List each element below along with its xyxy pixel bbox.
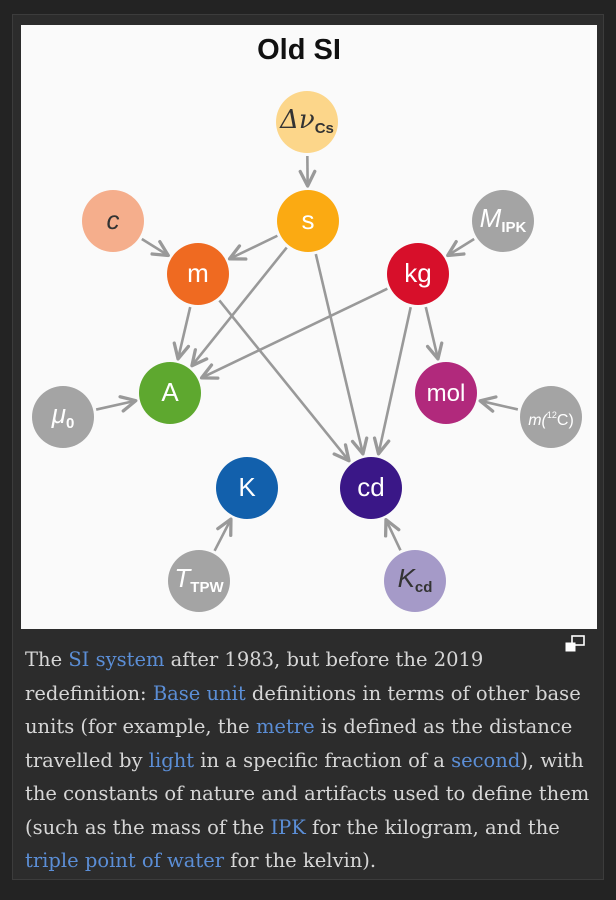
node-label-c: c (106, 205, 120, 235)
node-Kcd (384, 550, 446, 612)
node-label-s: s (301, 205, 315, 235)
node-label-kg: kg (404, 258, 432, 288)
caption-text: definitions in terms of other base units (for example, the (25, 681, 581, 738)
node-label-A: A (161, 377, 179, 407)
node-m12C (520, 386, 582, 448)
metre-link[interactable]: metre (255, 715, 315, 738)
light-link[interactable]: light (148, 748, 195, 772)
caption-text: in a specific fraction of a (194, 748, 452, 772)
node-kg (387, 243, 449, 305)
edge-s-to-m (230, 236, 278, 259)
si-diagram (21, 25, 597, 629)
node-m (167, 243, 229, 305)
edge-MIPK-to-kg (448, 239, 474, 255)
node-A (139, 362, 201, 424)
edge-m12C-to-mol (480, 401, 518, 410)
node-label-mu0: μ0 (51, 399, 75, 432)
node-MIPK (472, 190, 534, 252)
edge-kg-to-A (202, 289, 388, 378)
node-label-Kcd: Kcd (397, 563, 433, 596)
si-system-link[interactable]: SI system (68, 648, 165, 671)
node-cd (340, 457, 402, 519)
node-label-m12C: m($^{12}$C) (528, 410, 574, 429)
node-mol (415, 362, 477, 424)
node-label-m: m (187, 258, 209, 288)
node-TTPW (168, 550, 230, 612)
caption-text: after 1983, but before the 2019 redefinition: (25, 648, 484, 705)
ipk-link[interactable]: IPK (270, 815, 306, 839)
base-unit-link[interactable]: Base unit (152, 681, 246, 705)
node-mu0 (32, 386, 94, 448)
node-label-MIPK: MIPK (479, 203, 527, 236)
diagram-panel[interactable] (21, 25, 597, 629)
caption-text: The (25, 648, 69, 671)
node-dnu (276, 91, 338, 153)
edge-c-to-m (142, 239, 168, 255)
second-link[interactable]: second (451, 748, 521, 772)
figure-frame (12, 14, 604, 880)
node-label-K: K (238, 472, 256, 502)
caption-text: is defined as the distance travelled by (25, 715, 573, 772)
edge-m-to-A (178, 307, 190, 359)
caption-text: for the kilogram, and the (305, 815, 560, 839)
node-label-mol: mol (426, 380, 466, 407)
edge-TTPW-to-K (215, 519, 231, 551)
edge-kg-to-cd (379, 307, 411, 454)
caption-text: ), with the constants of nature and artifacts used to define them (such as the mass of the (25, 748, 590, 839)
edge-m-to-cd (219, 300, 349, 460)
node-K (216, 457, 278, 519)
edge-Kcd-to-cd (386, 520, 400, 551)
node-label-TTPW: TTPW (174, 563, 224, 596)
caption (25, 643, 597, 878)
node-c (82, 190, 144, 252)
edge-s-to-cd (316, 254, 363, 454)
triple-point-link[interactable]: triple point of water (25, 849, 225, 872)
caption-text: for the kelvin). (224, 849, 377, 872)
node-label-dnu: ΔνCs (280, 105, 334, 137)
edge-mu0-to-A (96, 401, 136, 410)
node-s (277, 190, 339, 252)
edge-kg-to-mol (426, 307, 438, 359)
diagram-title: Old SI (257, 34, 341, 66)
node-label-cd: cd (357, 472, 385, 502)
